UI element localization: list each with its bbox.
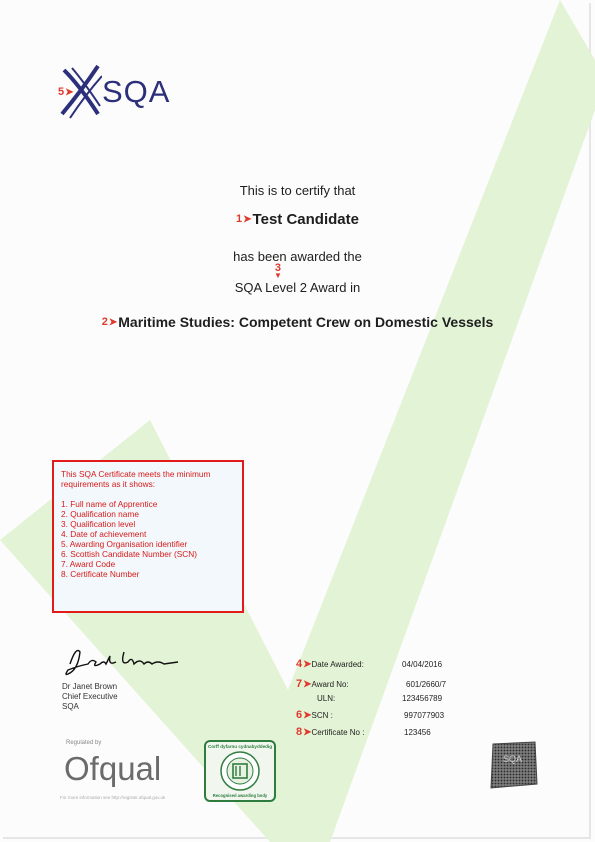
detail-scn (296, 709, 445, 721)
detail-label: Date Awarded: (311, 659, 364, 669)
requirement-item: 6. Scottish Candidate Number (SCN) (61, 549, 198, 559)
regulated-by-label: Regulated by (66, 740, 102, 746)
sqa-logo-text: SQA (102, 74, 171, 109)
marker-5: 5 ➤ (58, 86, 72, 98)
requirement-item: 2. Qualification name (61, 509, 139, 519)
candidate-row (0, 209, 595, 228)
detail-award-no (296, 678, 447, 690)
detail-value: 601/2660/7 (406, 679, 447, 689)
qualification-name: Maritime Studies: Competent Crew on Domestic Vessels (118, 314, 494, 330)
detail-label: Certificate No : (311, 727, 365, 737)
requirement-item: 4. Date of achievement (61, 529, 147, 539)
cqfw-badge (204, 740, 276, 802)
certify-line: This is to certify that (239, 183, 356, 198)
detail-label: ULN: (317, 694, 336, 703)
cqfw-top-text: Corff dyfarnu cydnabyddedig (207, 744, 273, 749)
detail-value: 123456789 (402, 694, 443, 703)
detail-uln (296, 694, 443, 703)
signature-image (62, 644, 182, 680)
requirement-item: 5. Awarding Organisation identifier (61, 539, 188, 549)
marker-4: 4 ➤ (296, 658, 310, 670)
level-line: SQA Level 2 Award in (234, 280, 361, 295)
marker-3: 3 ▼ (274, 262, 282, 280)
signatory-block (62, 682, 118, 712)
signatory-org: SQA (62, 702, 79, 711)
marker-1: 1 ➤ (236, 213, 250, 225)
hologram-seal (485, 740, 539, 790)
marker-7: 7 ➤ (296, 678, 310, 690)
signatory-title: Chief Executive (62, 692, 118, 701)
marker-2: 2 ➤ (101, 316, 116, 328)
ofqual-footnote: For more information see http://register.ofqual.gov.uk (60, 795, 166, 800)
requirement-item: 8. Certificate Number (61, 569, 140, 579)
requirements-intro: This SQA Certificate meets the minimum requirements as it shows: (61, 469, 211, 489)
requirement-item: 7. Award Code (61, 559, 116, 569)
sqa-logo (58, 62, 170, 122)
requirement-item: 3. Qualification level (61, 519, 136, 529)
detail-certificate-no (296, 726, 431, 738)
awarded-line: has been awarded the (233, 249, 362, 264)
detail-value: 997077903 (404, 710, 445, 720)
detail-label: Award No: (311, 679, 349, 689)
detail-date-awarded (296, 658, 443, 670)
requirements-box (52, 460, 244, 613)
marker-8: 8 ➤ (296, 726, 310, 738)
qualification-row (0, 312, 595, 330)
signatory-name: Dr Janet Brown (62, 682, 118, 691)
candidate-name: Test Candidate (252, 210, 359, 228)
detail-value: 04/04/2016 (402, 659, 443, 669)
marker-6: 6 ➤ (296, 709, 310, 721)
requirement-item: 1. Full name of Apprentice (61, 499, 158, 509)
detail-label: SCN : (311, 710, 333, 720)
svg-text:SQA: SQA (503, 754, 523, 764)
cqfw-bottom-text: Recognised awarding body (212, 793, 268, 798)
detail-value: 123456 (404, 727, 431, 737)
ofqual-logo: Ofqual (64, 750, 162, 787)
